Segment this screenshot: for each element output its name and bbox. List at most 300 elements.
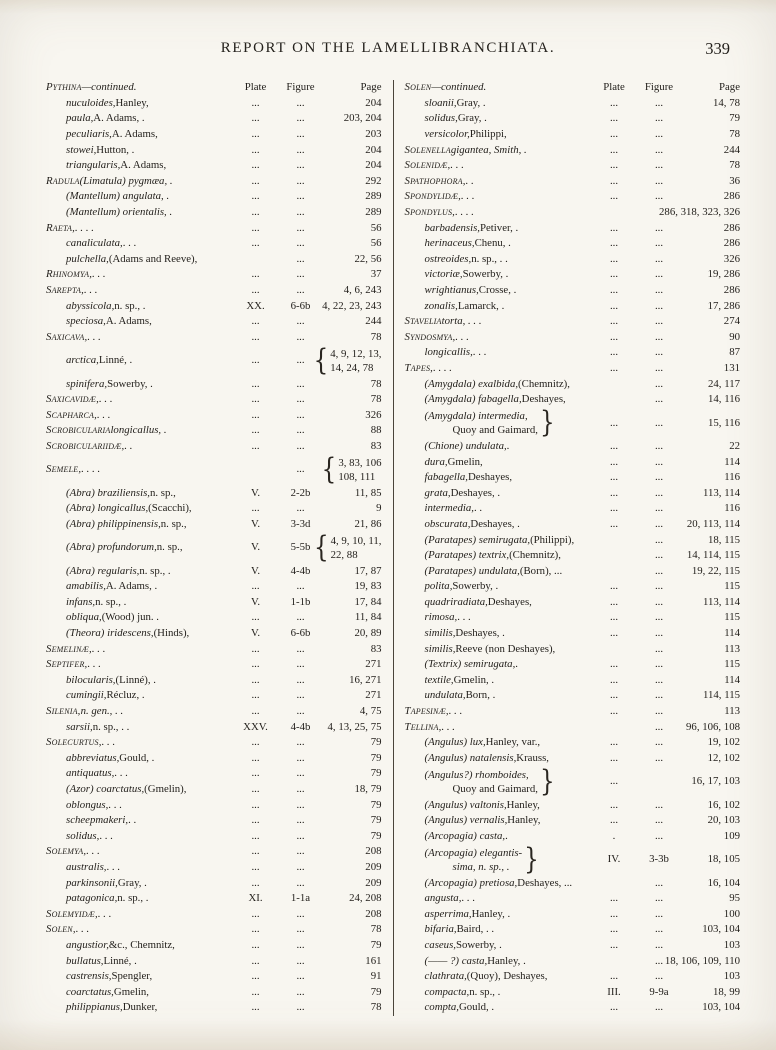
entry-name-emphasis: undulata,	[424, 689, 466, 702]
plate-value: ...	[251, 845, 260, 858]
entry-name-emphasis: Raeta,	[46, 221, 76, 234]
page-value-text: 20, 113, 114	[686, 517, 740, 530]
page-value-text: 79	[370, 751, 382, 764]
entry-name	[405, 596, 593, 609]
plate-value: ...	[251, 798, 260, 811]
left-brace: {	[313, 531, 329, 565]
index-entry	[405, 345, 741, 361]
entry-name-roman: Deshayes, .	[455, 627, 505, 640]
entry-name-emphasis: cumingii,	[66, 689, 107, 702]
entry-name-roman: . . .	[87, 658, 101, 671]
entry-name-roman: Linné, .	[98, 354, 133, 367]
entry-name-emphasis: angusta,	[424, 892, 462, 905]
figure-value: ...	[296, 736, 305, 749]
entry-name	[46, 970, 234, 983]
page-value-text: 79	[370, 829, 382, 842]
entry-name	[405, 565, 593, 578]
entry-name	[405, 939, 593, 952]
plate-value: ...	[609, 237, 619, 250]
page-value-text: 79	[370, 985, 382, 998]
entry-name-roman: . .	[473, 502, 483, 515]
continued-label: —continued.	[431, 81, 487, 94]
entry-name-roman: . . .	[441, 720, 455, 733]
figure-value: ...	[296, 206, 305, 219]
page-value	[324, 923, 382, 936]
page-value-text: 20, 89	[354, 627, 382, 640]
plate-value: ...	[251, 221, 260, 234]
index-entry	[405, 938, 741, 954]
entry-name-roman: . . .	[455, 330, 469, 343]
entry-name-emphasis: rimosa,	[424, 611, 458, 624]
entry-name	[405, 393, 593, 406]
entry-name-emphasis: (Theora) iridescens,	[66, 627, 154, 640]
page-value-text: 244	[723, 143, 740, 156]
page-value	[664, 954, 740, 968]
plate-value: ...	[251, 814, 260, 827]
page-value-text: 103, 104	[702, 1001, 740, 1014]
page-value-text: 88	[370, 424, 382, 437]
page-value	[682, 611, 740, 624]
plate-value: ...	[251, 923, 260, 936]
page-value	[324, 861, 382, 874]
entry-name-emphasis: Semelinæ,	[46, 642, 92, 655]
plate-value: ...	[609, 502, 619, 515]
index-entry	[405, 267, 741, 283]
page-value-text: 4, 22, 23, 243	[322, 299, 382, 312]
entry-name-roman: A. Adams, .	[105, 580, 158, 593]
plate-value: ...	[609, 96, 619, 109]
plate-value: ...	[609, 751, 619, 764]
entry-name-roman: . . .	[86, 845, 100, 858]
page-value	[324, 424, 382, 437]
entry-name-roman: n. sp., .	[469, 985, 501, 998]
entry-name	[405, 549, 593, 562]
entry-name	[46, 112, 234, 125]
entry-name	[46, 892, 234, 905]
entry-name-roman: Deshayes,	[487, 595, 532, 608]
index-column-left	[46, 80, 382, 1016]
plate-value: ...	[609, 268, 619, 281]
plate-value: ...	[609, 299, 619, 312]
figure-value: ...	[296, 463, 305, 476]
plate-column-header: Plate	[244, 81, 267, 94]
entry-name-emphasis: obliqua,	[66, 611, 102, 624]
plate-value: ...	[251, 876, 260, 889]
index-entry	[405, 922, 741, 938]
entry-name	[46, 1001, 234, 1014]
entry-name-roman: n. sp.,	[160, 517, 187, 530]
index-entry	[46, 906, 382, 922]
plate-value: ...	[609, 611, 619, 624]
plate-value: ...	[251, 736, 260, 749]
entry-name-roman: (Gmelin),	[144, 783, 187, 796]
entry-name-roman: Hanley, .	[487, 954, 526, 967]
figure-value: ...	[296, 174, 305, 187]
entry-name-roman: Sowerby, .	[462, 268, 509, 281]
entry-name-line	[425, 768, 538, 782]
index-entry	[405, 96, 741, 112]
plate-value: ...	[609, 128, 619, 141]
plate-value: V.	[250, 486, 261, 499]
figure-value: ...	[296, 315, 305, 328]
plate-value: ...	[251, 767, 260, 780]
entry-name	[405, 128, 593, 141]
entry-name-roman: Hanley,	[115, 96, 149, 109]
entry-name-continuation: Quoy and Gaimard,	[452, 424, 538, 437]
page-value-text: 79	[729, 112, 740, 125]
page-value-text: 19, 83	[354, 580, 382, 593]
figure-value: ...	[654, 346, 664, 359]
figure-value: 9-9a	[649, 985, 669, 998]
continued-label: —continued.	[81, 81, 137, 94]
page-value	[324, 721, 382, 734]
index-entry	[405, 454, 741, 470]
figure-value: ...	[654, 1001, 664, 1014]
page-value	[682, 596, 740, 609]
continued-title	[405, 81, 593, 94]
figure-value: ...	[296, 985, 305, 998]
plate-value: IV.	[607, 853, 621, 866]
entry-name-roman: . . .	[75, 923, 90, 936]
plate-value: ...	[609, 775, 619, 788]
entry-name	[405, 799, 593, 812]
entry-name-roman: Gmelin, .	[453, 673, 495, 686]
entry-name	[46, 580, 234, 593]
entry-name-roman: Hanley,	[506, 798, 540, 811]
entry-name-emphasis: (Abra) longicallus,	[66, 502, 149, 515]
page-value	[682, 456, 740, 469]
figure-value: ...	[654, 159, 664, 172]
page-value-text: 16, 271	[349, 673, 382, 686]
entry-name	[405, 315, 593, 328]
entry-name-emphasis: fabagella,	[424, 471, 468, 484]
index-entry	[405, 673, 741, 689]
page-value-text: 16, 104	[707, 876, 740, 889]
page-value-line: 3, 83, 106	[338, 456, 382, 469]
entry-name-roman: . . .	[101, 736, 116, 749]
page-value	[682, 830, 740, 843]
entry-name	[405, 253, 593, 266]
figure-value: ...	[296, 439, 305, 452]
entry-name-emphasis: (Azor) coarctatus,	[66, 783, 145, 796]
page-value-text: 286	[723, 221, 740, 234]
index-entry	[405, 407, 741, 438]
page-value-text: 113	[724, 705, 740, 718]
page-value-text: 116	[724, 502, 740, 515]
page-value-text: 115	[724, 580, 740, 593]
page-value-text: 22, 56	[354, 252, 382, 265]
entry-name	[46, 354, 234, 367]
page-value	[324, 159, 382, 172]
page-value	[324, 689, 382, 702]
entry-name	[405, 471, 593, 484]
entry-name-roman: . . .	[106, 860, 120, 873]
page-value	[682, 799, 740, 812]
figure-value: ...	[296, 814, 305, 827]
plate-value: ...	[251, 377, 260, 390]
page-value-text: 17, 286	[707, 299, 740, 312]
entry-name-emphasis: Syndosmya,	[404, 330, 456, 343]
page-value	[682, 417, 740, 430]
entry-name-roman: . . . .	[433, 361, 452, 374]
figure-value: ...	[654, 611, 664, 624]
index-entry	[405, 439, 741, 455]
entry-name-roman: Sowerby, .	[455, 938, 502, 951]
page-value	[682, 471, 740, 484]
index-columns	[46, 80, 740, 1016]
entry-name-roman: . . .	[472, 346, 487, 359]
plate-value: ...	[251, 190, 260, 203]
entry-name-emphasis: Saxicava,	[46, 330, 88, 343]
page-value	[682, 674, 740, 687]
plate-value: ...	[609, 346, 619, 359]
figure-value: ...	[654, 502, 664, 515]
figure-value: ...	[296, 221, 305, 234]
figure-value: ...	[654, 689, 664, 702]
entry-name-roman: n. gen., . .	[80, 705, 124, 718]
plate-value: ...	[609, 330, 619, 343]
page-value	[682, 565, 740, 578]
entry-name-roman: Deshayes, ...	[517, 876, 573, 889]
entry-name	[46, 331, 234, 344]
page-value-text: 114	[724, 627, 740, 640]
entry-name	[46, 955, 234, 968]
page-value-text: 78	[370, 377, 382, 390]
plate-value: ...	[609, 595, 619, 608]
index-entry	[405, 205, 741, 221]
page-value	[682, 175, 740, 188]
entry-name-roman: gigantea, Smith, .	[450, 143, 527, 156]
page-value-text: 36	[729, 174, 740, 187]
page-value-text: 78	[370, 923, 382, 936]
figure-value: ...	[654, 96, 664, 109]
entry-name	[405, 144, 593, 157]
entry-name-emphasis: Spondylus,	[404, 206, 456, 219]
entry-name	[405, 580, 593, 593]
plate-value: ...	[609, 705, 619, 718]
entry-name	[46, 736, 234, 749]
page-value	[324, 736, 382, 749]
index-entry	[405, 626, 741, 642]
figure-value: 6-6b	[290, 627, 311, 640]
index-entry	[46, 174, 382, 190]
index-entry	[46, 252, 382, 268]
entry-name	[405, 175, 593, 188]
plate-value: V.	[250, 627, 261, 640]
page-value-text: 16, 17, 103	[691, 775, 740, 788]
entry-name-emphasis: speciosa,	[66, 315, 106, 328]
entry-name-roman: Hanley, .	[471, 907, 511, 920]
entry-name-emphasis: (Paratapes) undulata,	[424, 564, 520, 577]
page-value-text: 79	[370, 736, 382, 749]
entry-name-emphasis: (Amygdala) exalbida,	[424, 377, 519, 390]
index-entry	[46, 797, 382, 813]
page-value-text: 204	[365, 143, 382, 156]
entry-name-emphasis: (Chione) undulata,	[424, 439, 507, 452]
plate-value: .	[612, 829, 616, 842]
plate-value: ...	[251, 143, 260, 156]
figure-value: ...	[296, 377, 305, 390]
entry-name	[46, 752, 234, 765]
page-number: 339	[705, 39, 730, 58]
entry-name	[46, 502, 234, 515]
page-value-text: 109	[723, 829, 740, 842]
page-value	[324, 783, 382, 796]
page-value-text: 208	[365, 845, 382, 858]
index-entry	[405, 485, 741, 501]
index-entry	[405, 641, 741, 657]
page-value-text: 90	[729, 330, 740, 343]
entry-name-roman: . . .	[87, 330, 101, 343]
index-entry	[405, 330, 741, 346]
plate-value: ...	[609, 798, 619, 811]
page-value-text: 19, 286	[707, 268, 740, 281]
page-value	[682, 892, 740, 905]
index-entry	[46, 751, 382, 767]
figure-value: ...	[296, 502, 305, 515]
plate-value: ...	[609, 190, 619, 203]
page-value	[682, 393, 740, 406]
entry-name-emphasis: similis,	[424, 627, 456, 640]
figure-column-header: Figure	[644, 81, 674, 94]
entry-name-emphasis: castrensis,	[66, 970, 112, 983]
entry-name-emphasis: obscurata,	[424, 517, 471, 530]
entry-name-roman: Gray, .	[456, 96, 486, 109]
page-value	[324, 175, 382, 188]
entry-name	[405, 611, 593, 624]
index-entry	[46, 673, 382, 689]
report-title: REPORT ON THE LAMELLIBRANCHIATA.	[220, 40, 556, 56]
entry-name-emphasis: bullatus,	[66, 954, 104, 967]
page-value	[324, 502, 382, 515]
page-value	[324, 409, 382, 422]
figure-value: 1-1b	[290, 595, 311, 608]
entry-name	[46, 767, 234, 780]
continued-title	[46, 81, 234, 94]
page-value-text: 18, 79	[354, 783, 382, 796]
page-value	[682, 222, 740, 235]
index-entry	[46, 641, 382, 657]
entry-name-emphasis: (Angulus) valtonis,	[424, 798, 507, 811]
plate-value: ...	[609, 1001, 619, 1014]
index-entry	[405, 906, 741, 922]
entry-name-emphasis: victoriæ,	[424, 268, 463, 281]
entry-name-emphasis: (Angulus?) rhomboides,	[424, 768, 529, 781]
entry-name-emphasis: infans,	[66, 595, 96, 608]
page-value	[324, 268, 382, 281]
entry-name	[46, 689, 234, 702]
figure-value: ...	[654, 876, 664, 889]
plate-value: ...	[609, 938, 619, 951]
entry-name	[46, 596, 234, 609]
entry-name-emphasis: (Arcopagia) pretiosa,	[424, 876, 518, 889]
figure-value: ...	[654, 564, 664, 577]
page-value	[682, 1001, 740, 1014]
entry-name-emphasis: Solenidæ,	[404, 159, 451, 172]
page-value	[682, 315, 740, 328]
index-entry	[46, 407, 382, 423]
page-value	[682, 534, 740, 547]
entry-name-emphasis: solidus,	[424, 112, 458, 125]
entry-name-roman: Petiver, .	[480, 221, 519, 234]
plate-value: XI.	[248, 892, 263, 905]
plate-value: ...	[609, 159, 619, 172]
page-value-line: 108, 111	[338, 470, 376, 483]
entry-name	[46, 799, 234, 812]
figure-value: ...	[296, 190, 305, 203]
running-head	[0, 40, 776, 62]
page-value-text: 19, 22, 115	[691, 564, 740, 577]
figure-value: ...	[654, 439, 664, 452]
page-value-text: 17, 84	[354, 595, 382, 608]
page-value-text: 286	[723, 284, 740, 297]
figure-value: ...	[654, 954, 664, 967]
entry-name-emphasis: (Amygdala) intermedia,	[424, 410, 528, 423]
entry-name	[46, 705, 234, 718]
page-value	[682, 284, 740, 297]
entry-name-emphasis: (Abra) profundorum,	[66, 541, 157, 554]
page-value	[324, 378, 382, 391]
plate-value: ...	[251, 393, 260, 406]
figure-value: ...	[654, 377, 664, 390]
entry-name-roman: .	[515, 658, 518, 671]
page-value	[324, 845, 382, 858]
page-value-text: 204	[365, 159, 382, 172]
entry-name	[46, 877, 234, 890]
entry-name	[46, 315, 234, 328]
entry-name-line	[425, 846, 523, 860]
entry-name	[405, 502, 593, 515]
entry-name	[405, 206, 593, 219]
entry-name	[46, 923, 234, 936]
page-value-text: 79	[370, 767, 382, 780]
entry-name-emphasis: caseus,	[424, 938, 456, 951]
index-entry	[405, 610, 741, 626]
entry-name-emphasis: herinaceus,	[424, 237, 475, 250]
entry-name	[405, 955, 593, 968]
index-entry	[405, 548, 741, 564]
index-entry	[405, 813, 741, 829]
entry-name-roman: . . .	[457, 611, 471, 624]
figure-value: ...	[654, 751, 664, 764]
entry-name-roman: (Scacchi),	[148, 502, 192, 515]
page-value-text: 24, 208	[349, 892, 382, 905]
entry-name	[405, 830, 593, 843]
page-value	[324, 955, 382, 968]
entry-name-roman: Gmelin,	[113, 985, 149, 998]
page-value	[324, 830, 382, 843]
entry-name-emphasis: (Paratapes) textrix,	[424, 549, 510, 562]
entry-name-line	[425, 409, 538, 423]
index-entry	[46, 485, 382, 501]
index-entry	[46, 610, 382, 626]
figure-value: ...	[654, 284, 664, 297]
page-value-text: 16, 102	[707, 798, 740, 811]
page-value-text: 14, 114, 115	[686, 549, 740, 562]
figure-value: ...	[296, 938, 305, 951]
plate-value: ...	[251, 954, 260, 967]
entry-name	[46, 487, 234, 500]
figure-value: ...	[296, 424, 305, 437]
entry-name-emphasis: (Arcopagia) casta,	[424, 829, 506, 842]
index-entry	[46, 298, 382, 314]
entry-name-emphasis: Solemya,	[46, 845, 87, 858]
entry-name-roman: .	[505, 829, 508, 842]
figure-value: 4-4b	[290, 720, 311, 733]
index-entry	[46, 688, 382, 704]
figure-value: ...	[654, 720, 664, 733]
right-brace: }	[524, 843, 539, 876]
